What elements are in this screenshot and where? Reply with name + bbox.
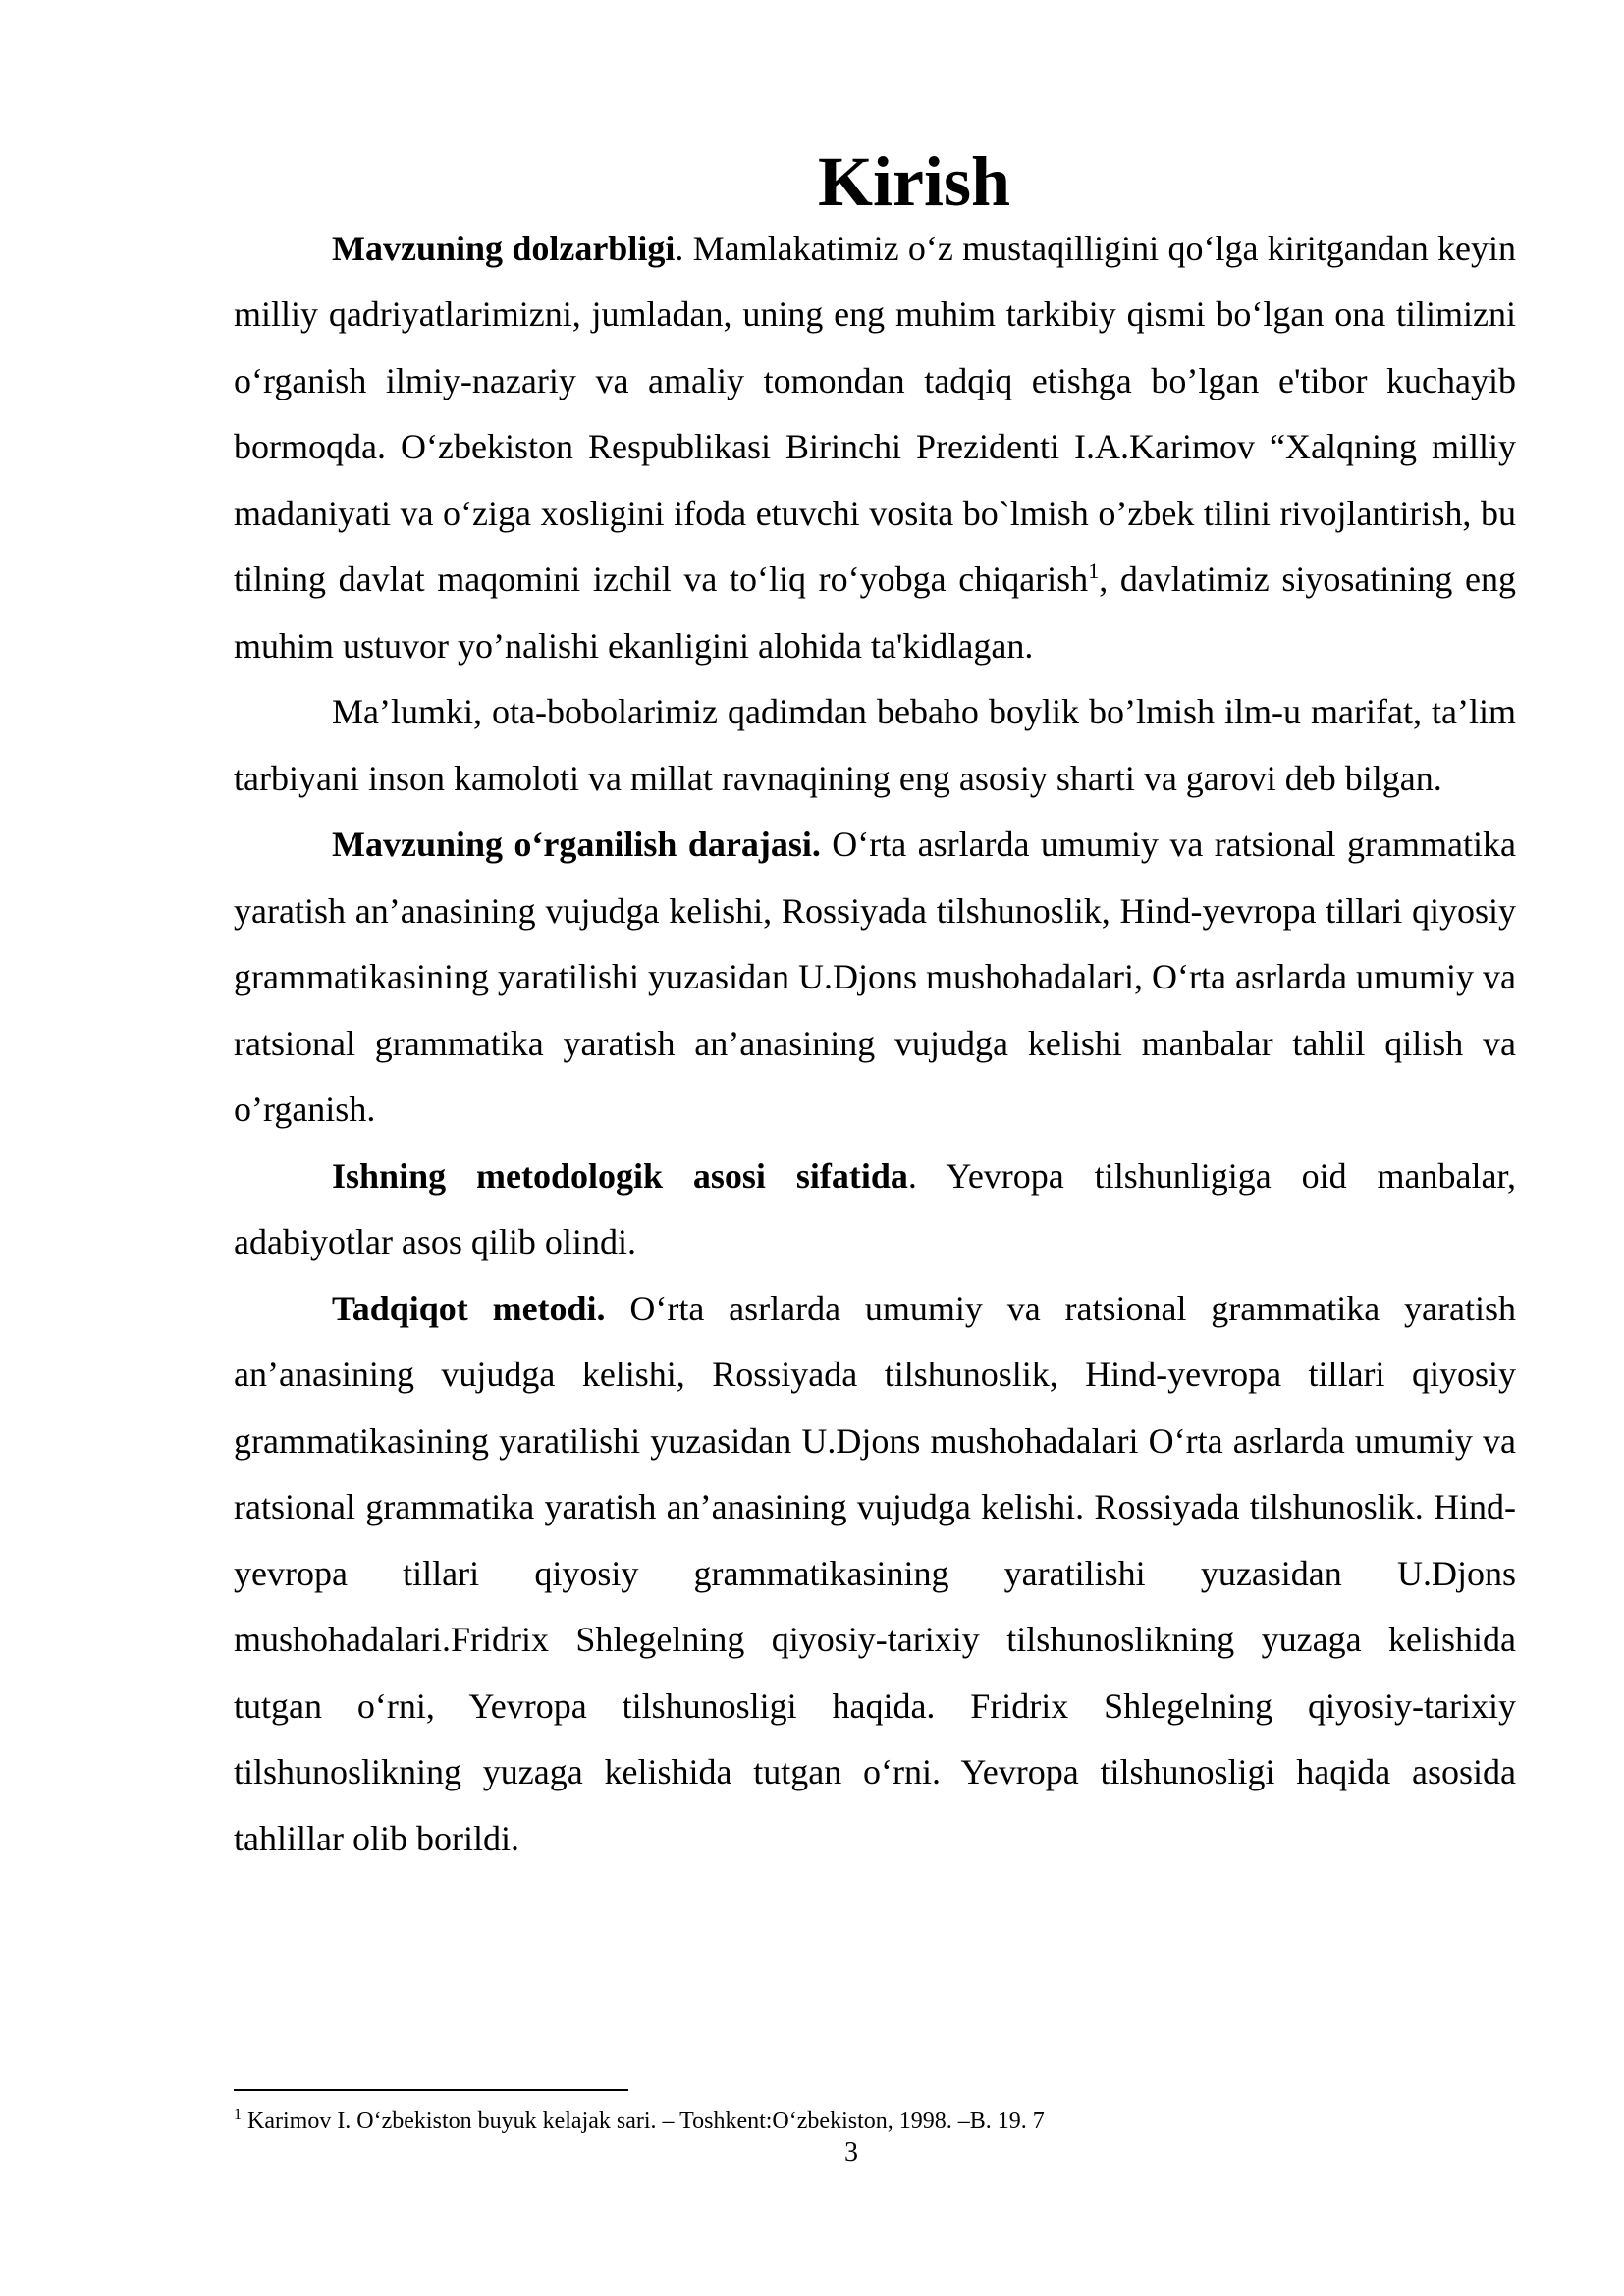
footnote-text: Karimov I. O‘zbekiston buyuk kelajak sari. – Toshkent:O‘zbekiston, 1998. –B. 19. 7 (247, 2109, 1045, 2134)
paragraph-text: . Yevropa tilshunligiga oid manbalar, adabiyotlar asos qilib olindi. (234, 1155, 1516, 1261)
paragraph-text: . Mamlakatimiz o‘z mustaqilligini qo‘lga kiritgandan keyin milliy qadriyatlarimizni, jumladan, uning eng muhim tarkibiy qismi bo‘lgan ona tilimizni o‘rganish ilmiy-nazariy va amaliy tomondan tadqiq etishga bo’lgan e'tibor kuchayib bormoqda. O‘zbekiston Respublikasi Birinchi Prezidenti I.A.Karimov “Xalqning milliy madaniyati va o‘ziga xosligini ifoda etuvchi vosita bo`lmish o’zbek tilini rivojlantirish, bu tilning davlat maqomini izchil va to‘liq ro‘yobga chiqarish (234, 228, 1516, 599)
paragraph-research-method (234, 1276, 1516, 1873)
paragraph-methodology (234, 1144, 1516, 1276)
page-title: Kirish (817, 142, 1011, 221)
paragraph-text: O‘rta asrlarda umumiy va ratsional grammatika yaratish an’anasining vujudga kelishi, Rossiyada tilshunoslik, Hind-yevropa tillari qiyosiy grammatikasining yaratilishi yuzasidan U.Djons mushohadalari, O‘rta asrlarda umumiy va ratsional grammatika yaratish an’anasining vujudga kelishi manbalar tahlil qilish va o’rganish. (234, 825, 1516, 1129)
main-text (234, 142, 1516, 1872)
footnote-reference: 1 (1088, 559, 1100, 583)
paragraph-lead: Mavzuning dolzarbligi (332, 228, 676, 268)
page-number: 3 (844, 2137, 858, 2167)
footnote-number: 1 (234, 2107, 242, 2123)
paragraph-text: O‘rta asrlarda umumiy va ratsional grammatika yaratish an’anasining vujudga kelishi, Rossiyada tilshunoslik, Hind-yevropa tillari qiyosiy grammatikasining yaratilishi yuzasidan U.Djons mushohadalari O‘rta asrlarda umumiy va ratsional grammatika yaratish an’anasining vujudga kelishi. Rossiyada tilshunoslik. Hind-yevropa tillari qiyosiy grammatikasining yaratilishi yuzasidan U.Djons mushohadalari.Fridrix Shlegelning qiyosiy-tarixiy tilshunoslikning yuzaga kelishida tutgan o‘rni, Yevropa tilshunosligi haqida. Fridrix Shlegelning qiyosiy-tarixiy tilshunoslikning yuzaga kelishida tutgan o‘rni. Yevropa tilshunosligi haqida asosida tahlillar olib borildi. (234, 1288, 1516, 1858)
footnote-separator (234, 2089, 628, 2091)
paragraph-text-continued: , davlatimiz siyosatining eng muhim ustuvor yo’nalishi ekanligini alohida ta'kidlagan. (234, 560, 1516, 666)
paragraph-lead: Ishning metodologik asosi sifatida (332, 1155, 908, 1196)
paragraph-lead: Mavzuning o‘rganilish darajasi. (332, 825, 821, 864)
paragraph-relevance (234, 216, 1516, 680)
paragraph-lead: Tadqiqot metodi. (332, 1288, 606, 1328)
paragraph-heritage (234, 679, 1516, 812)
paragraph-text: Ma’lumki, ota-bobolarimiz qadimdan bebaho boylik bo’lmish ilm-u marifat, ta’lim tarbiyani inson kamoloti va millat ravnaqining eng asosiy sharti va garovi deb bilgan. (234, 692, 1516, 798)
footnote (234, 2107, 1516, 2136)
paragraph-study-level (234, 812, 1516, 1144)
